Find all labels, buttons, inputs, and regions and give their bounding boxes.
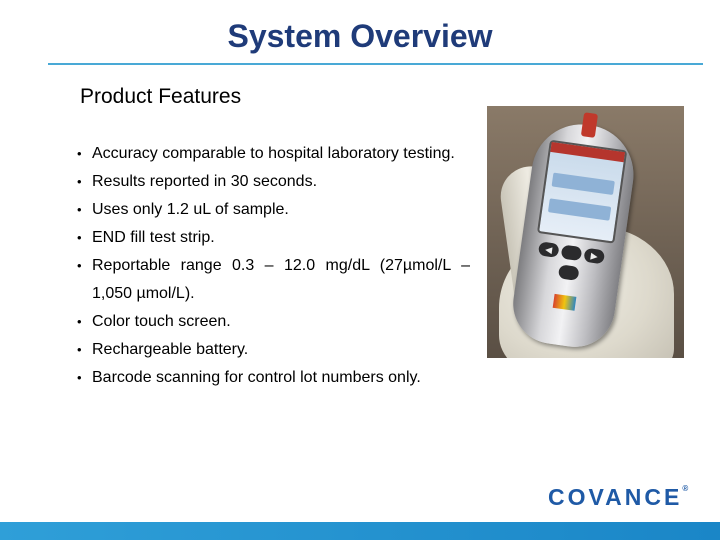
right-arrow-icon: ▶ bbox=[583, 248, 605, 265]
feature-item-barcode: • Barcode scanning for control lot numbers only. bbox=[75, 364, 470, 392]
footer-bar bbox=[0, 522, 720, 540]
power-button-icon bbox=[558, 264, 580, 281]
feature-item-touch-screen: • Color touch screen. bbox=[75, 308, 470, 336]
left-arrow-icon: ◀ bbox=[538, 241, 560, 258]
screen-reading-row bbox=[552, 173, 615, 195]
device-brand-badge bbox=[553, 294, 577, 311]
section-subtitle: Product Features bbox=[80, 85, 242, 108]
device-photo bbox=[487, 106, 684, 358]
meter-screen-image bbox=[537, 140, 627, 244]
ok-button-icon bbox=[561, 245, 583, 262]
screen-reading-row bbox=[548, 198, 611, 220]
test-strip-image bbox=[581, 112, 598, 138]
feature-item-reportable-range: • Reportable range 0.3 – 12.0 mg/dL (27µmol/L – 1,050 µmol/L). bbox=[75, 252, 470, 308]
meter-buttons bbox=[534, 241, 605, 290]
covance-logo bbox=[548, 484, 688, 511]
logo-registered-mark: ® bbox=[682, 484, 689, 493]
feature-item-test-strip: • END fill test strip. bbox=[75, 224, 470, 252]
feature-item-battery: • Rechargeable battery. bbox=[75, 336, 470, 364]
logo-wordmark: COVANCE bbox=[548, 484, 683, 510]
feature-item-results-time: • Results reported in 30 seconds. bbox=[75, 168, 470, 196]
feature-list bbox=[75, 140, 470, 392]
feature-item-accuracy: • Accuracy comparable to hospital laboratory testing. bbox=[75, 140, 470, 168]
screen-header-bar bbox=[550, 142, 625, 162]
title-divider bbox=[48, 63, 703, 65]
feature-item-sample-volume: • Uses only 1.2 uL of sample. bbox=[75, 196, 470, 224]
slide-title: System Overview bbox=[227, 18, 493, 54]
